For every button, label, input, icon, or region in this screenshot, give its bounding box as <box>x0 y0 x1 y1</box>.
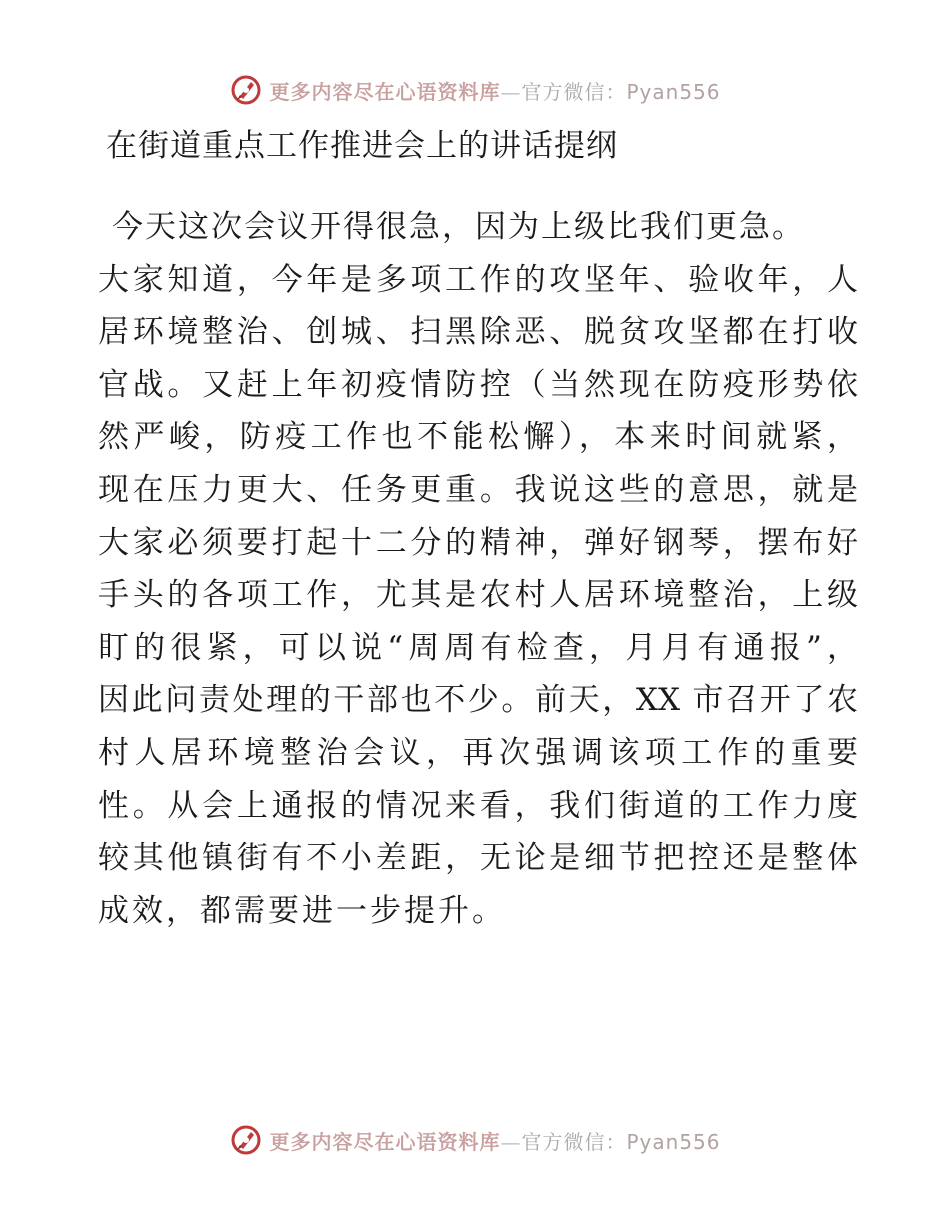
body-line: 较其他镇街有不小差距，无论是细节把控还是整体 <box>98 840 858 877</box>
watermark-sub: 官方微信： <box>521 79 627 104</box>
body-line: 盯的很紧，可以说“周周有检查，月月有通报”， <box>98 629 858 666</box>
body-line: 现在压力更大、任务更重。我说这些的意思，就是 <box>98 471 858 508</box>
header-watermark <box>0 70 950 110</box>
brand-logo-icon <box>229 73 263 107</box>
watermark-account: Pyan556 <box>626 1129 721 1154</box>
watermark-brand: 更多内容尽在心语资料库 <box>269 1129 501 1154</box>
brand-logo-icon <box>229 1123 263 1157</box>
watermark-text <box>269 76 720 105</box>
body-line: 村人居环境整治会议，再次强调该项工作的重要 <box>98 734 858 771</box>
body-line: 手头的各项工作，尤其是农村人居环境整治，上级 <box>98 577 858 614</box>
body-line: 大家必须要打起十二分的精神，弹好钢琴，摆布好 <box>98 524 858 561</box>
body-line: 大家知道，今年是多项工作的攻坚年、验收年，人 <box>98 261 858 298</box>
document-body <box>98 201 858 937</box>
watermark-brand: 更多内容尽在心语资料库 <box>269 79 501 104</box>
watermark-account: Pyan556 <box>626 79 721 104</box>
footer-watermark <box>0 1120 950 1160</box>
watermark-text <box>269 1126 720 1155</box>
watermark-dash: — <box>500 1129 522 1154</box>
watermark-dash: — <box>500 79 522 104</box>
body-line: 居环境整治、创城、扫黑除恶、脱贫攻坚都在打收 <box>98 314 858 351</box>
body-line: 今天这次会议开得很急，因为上级比我们更急。 <box>112 209 805 245</box>
body-line: 成效，都需要进一步提升。 <box>98 892 506 929</box>
body-line: 官战。又赶上年初疫情防控（当然现在防疫形势依 <box>98 366 858 403</box>
body-line: 然严峻，防疫工作也不能松懈），本来时间就紧， <box>98 419 858 456</box>
watermark-sub: 官方微信： <box>521 1129 627 1154</box>
body-line: 因此问责处理的干部也不少。前天，XX 市召开了农 <box>98 682 858 719</box>
body-line: 性。从会上通报的情况来看，我们街道的工作力度 <box>98 787 858 824</box>
document-title: 在街道重点工作推进会上的讲话提纲 <box>106 128 618 164</box>
